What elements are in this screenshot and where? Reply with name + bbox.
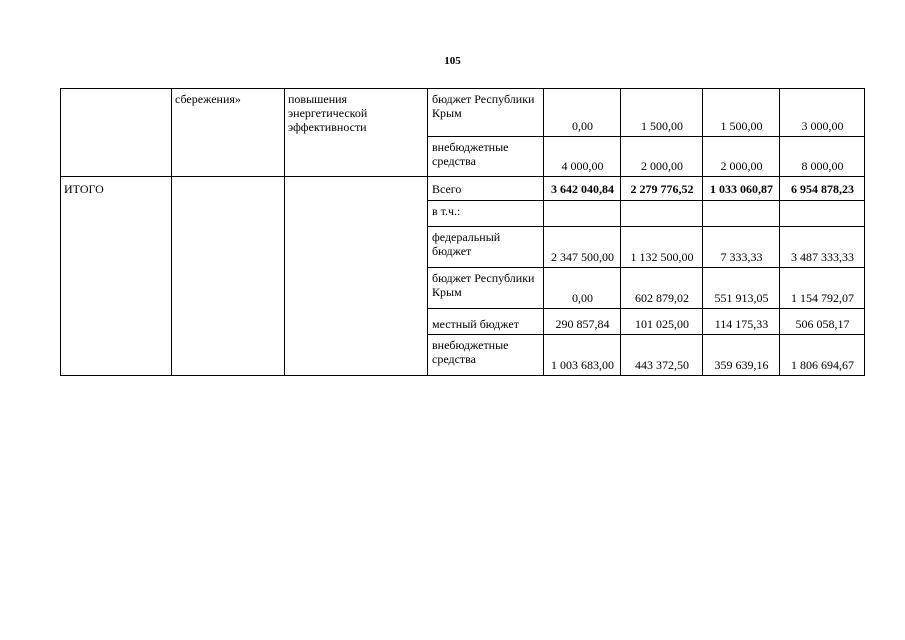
funding-source: Всего bbox=[428, 177, 544, 201]
value-cell: 101 025,00 bbox=[621, 309, 703, 335]
funding-source: внебюджетные средства bbox=[428, 137, 544, 177]
value-cell: 1 806 694,67 bbox=[780, 335, 865, 376]
funding-source: бюджет Республики Крым bbox=[428, 89, 544, 137]
value-cell: 290 857,84 bbox=[544, 309, 621, 335]
value-cell bbox=[621, 201, 703, 227]
value-cell: 1 154 792,07 bbox=[780, 268, 865, 309]
funding-source: местный бюджет bbox=[428, 309, 544, 335]
value-cell: 359 639,16 bbox=[703, 335, 780, 376]
value-cell: 3 000,00 bbox=[780, 89, 865, 137]
direction-cell: повышения энергетической эффективности bbox=[285, 89, 428, 177]
value-cell: 1 132 500,00 bbox=[621, 227, 703, 268]
value-cell: 1 500,00 bbox=[703, 89, 780, 137]
value-cell: 443 372,50 bbox=[621, 335, 703, 376]
value-cell: 3 487 333,33 bbox=[780, 227, 865, 268]
value-cell bbox=[703, 201, 780, 227]
funding-source: бюджет Республики Крым bbox=[428, 268, 544, 309]
value-cell: 2 347 500,00 bbox=[544, 227, 621, 268]
funding-source: федеральный бюджет bbox=[428, 227, 544, 268]
value-cell: 1 033 060,87 bbox=[703, 177, 780, 201]
value-cell: 3 642 040,84 bbox=[544, 177, 621, 201]
table-row bbox=[61, 177, 865, 201]
value-cell: 8 000,00 bbox=[780, 137, 865, 177]
value-cell: 6 954 878,23 bbox=[780, 177, 865, 201]
value-cell: 506 058,17 bbox=[780, 309, 865, 335]
value-cell: 1 003 683,00 bbox=[544, 335, 621, 376]
funding-source: внебюджетные средства bbox=[428, 335, 544, 376]
page-number: 105 bbox=[444, 55, 461, 67]
value-cell bbox=[544, 201, 621, 227]
program-cell-empty bbox=[61, 89, 172, 177]
value-cell: 114 175,33 bbox=[703, 309, 780, 335]
value-cell: 602 879,02 bbox=[621, 268, 703, 309]
value-cell: 551 913,05 bbox=[703, 268, 780, 309]
value-cell: 2 000,00 bbox=[621, 137, 703, 177]
value-cell bbox=[780, 201, 865, 227]
value-cell: 0,00 bbox=[544, 89, 621, 137]
empty-cell bbox=[172, 177, 285, 376]
value-cell: 2 000,00 bbox=[703, 137, 780, 177]
event-cell: сбережения» bbox=[172, 89, 285, 177]
budget-table bbox=[60, 88, 865, 376]
value-cell: 2 279 776,52 bbox=[621, 177, 703, 201]
value-cell: 0,00 bbox=[544, 268, 621, 309]
total-label: ИТОГО bbox=[61, 177, 172, 376]
value-cell: 7 333,33 bbox=[703, 227, 780, 268]
value-cell: 1 500,00 bbox=[621, 89, 703, 137]
value-cell: 4 000,00 bbox=[544, 137, 621, 177]
funding-source: в т.ч.: bbox=[428, 201, 544, 227]
table-row bbox=[61, 89, 865, 137]
empty-cell bbox=[285, 177, 428, 376]
